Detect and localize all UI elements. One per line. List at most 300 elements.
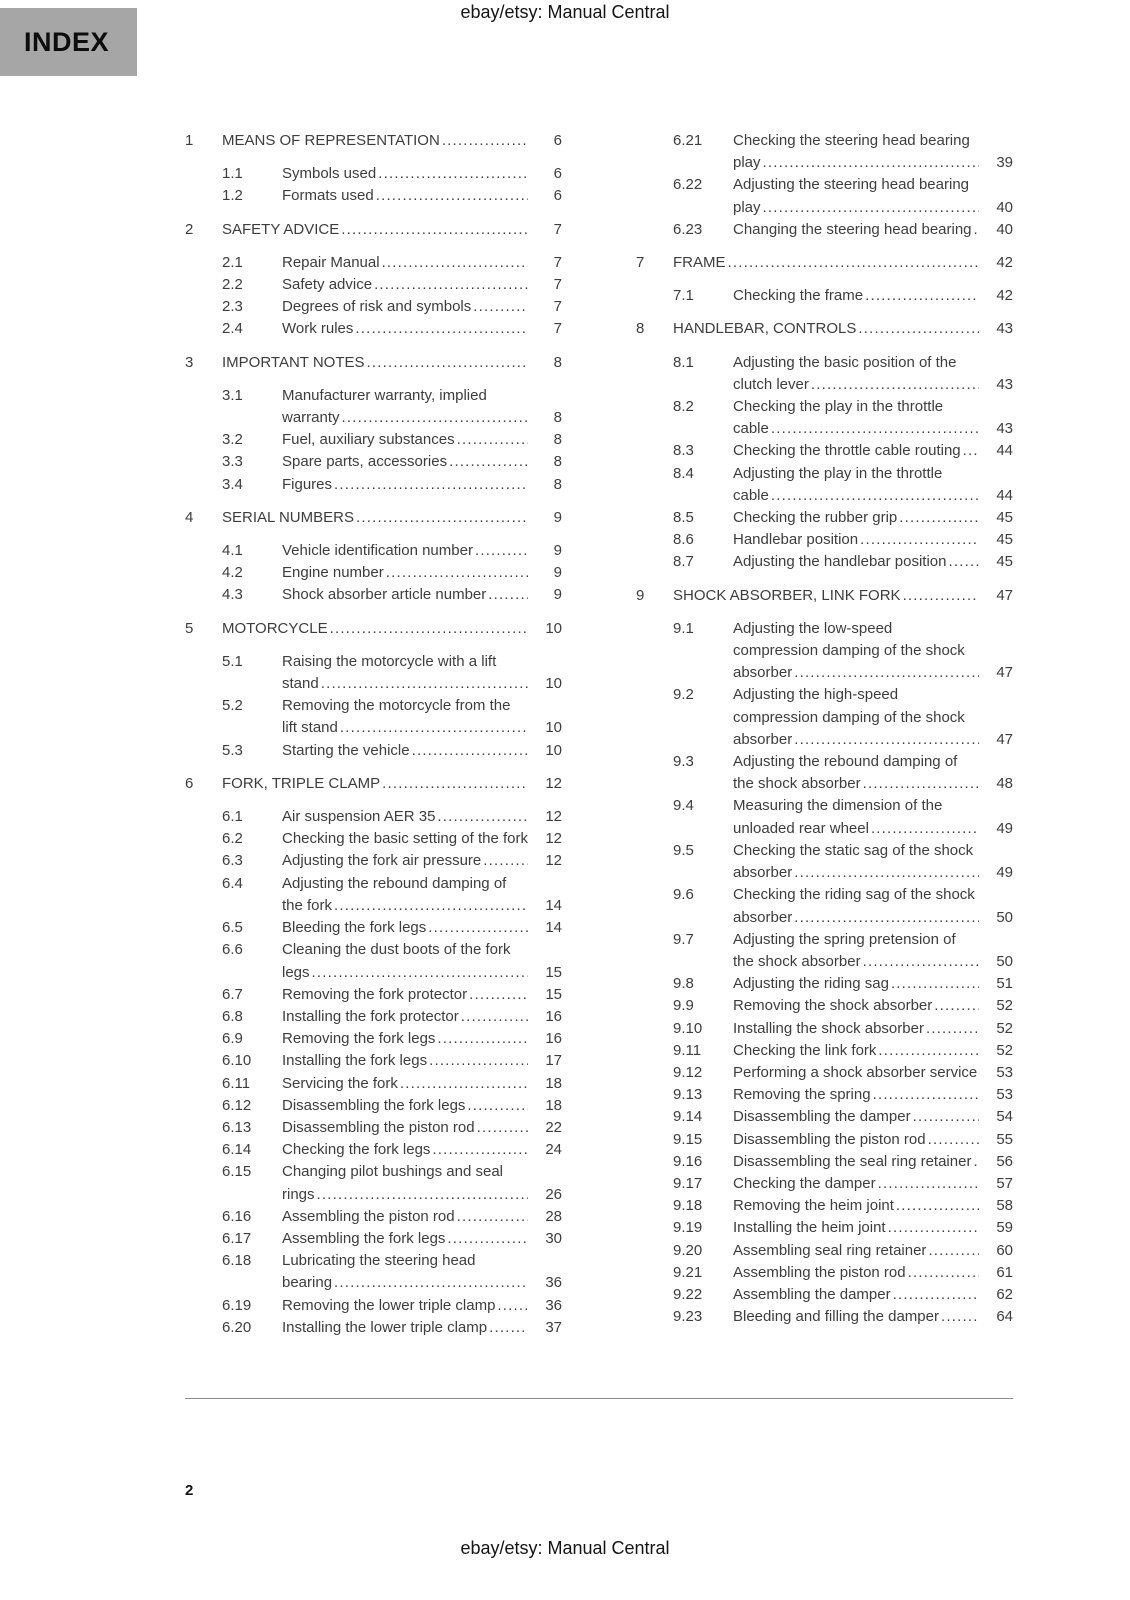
toc-entry-title: Checking the static sag of the shock absorber ..... bbox=[733, 840, 979, 884]
toc-entry bbox=[185, 185, 562, 207]
toc-entry-number: 9.11 bbox=[673, 1041, 702, 1059]
toc-entry bbox=[185, 219, 562, 241]
toc-entry bbox=[636, 684, 1013, 751]
toc-entry-title: Fuel, auxiliary substances ..... bbox=[282, 429, 528, 451]
toc-entry-title: Raising the motorcycle with a lift stand ..... bbox=[282, 651, 528, 695]
toc-entry bbox=[185, 540, 562, 562]
toc-entry-title: Adjusting the rebound damping of the fork ..... bbox=[282, 873, 528, 917]
toc-entry-number: 8.1 bbox=[673, 353, 694, 371]
toc-entry-number: 6.16 bbox=[222, 1207, 252, 1225]
toc-entry-page: 47 bbox=[996, 586, 1013, 604]
toc-entry-title: MEANS OF REPRESENTATION ..... bbox=[222, 130, 528, 152]
toc-entry-title: Bleeding the fork legs ..... bbox=[282, 917, 528, 939]
toc-entry bbox=[185, 385, 562, 429]
toc-entry-title: Checking the basic setting of the fork ..... bbox=[282, 828, 528, 850]
toc-entry-page: 7 bbox=[553, 298, 562, 316]
toc-entry-title: Starting the vehicle ..... bbox=[282, 740, 528, 762]
page-number: 2 bbox=[185, 1482, 194, 1499]
toc-entry bbox=[185, 850, 562, 872]
toc-entry-title: Work rules ..... bbox=[282, 318, 528, 340]
toc-entry-number: 9.22 bbox=[673, 1285, 703, 1303]
toc-entry-title: HANDLEBAR, CONTROLS ..... bbox=[673, 318, 979, 340]
toc-entry-page: 10 bbox=[545, 719, 562, 737]
toc-entry-page: 7 bbox=[553, 276, 562, 294]
toc-entry-number: 3.3 bbox=[222, 453, 243, 471]
toc-entry-number: 6.12 bbox=[222, 1096, 252, 1114]
toc-entry bbox=[185, 806, 562, 828]
toc-entry-title: Formats used ..... bbox=[282, 185, 528, 207]
toc-entry-title: Adjusting the handlebar position ..... bbox=[733, 551, 979, 573]
toc-entry-number: 6.6 bbox=[222, 941, 243, 959]
toc-entry-number: 3 bbox=[185, 353, 194, 371]
toc-entry-title: Performing a shock absorber service ..... bbox=[733, 1062, 979, 1084]
toc-entry-page: 16 bbox=[545, 1030, 562, 1048]
toc-entry-title: Checking the damper ..... bbox=[733, 1173, 979, 1195]
toc-entry bbox=[185, 828, 562, 850]
toc-entry-number: 1 bbox=[185, 132, 194, 149]
toc-entry bbox=[636, 551, 1013, 573]
toc-entry-page: 7 bbox=[553, 253, 562, 271]
toc-entry-page: 12 bbox=[545, 774, 562, 792]
toc-entry bbox=[636, 352, 1013, 396]
toc-entry-page: 44 bbox=[996, 486, 1013, 504]
toc-entry-number: 9.1 bbox=[673, 619, 694, 637]
toc-entry-number: 6.5 bbox=[222, 919, 243, 937]
toc-entry-title: Adjusting the play in the throttle cable ..... bbox=[733, 463, 979, 507]
toc-entry-number: 6.20 bbox=[222, 1318, 252, 1336]
toc-entry-title: Disassembling the damper ..... bbox=[733, 1106, 979, 1128]
toc-entry-title: Checking the frame ..... bbox=[733, 285, 979, 307]
toc-entry-number: 9.9 bbox=[673, 997, 694, 1015]
toc-entry-title: Checking the steering head bearing play ..... bbox=[733, 130, 979, 174]
toc-entry bbox=[185, 252, 562, 274]
toc-entry-page: 42 bbox=[996, 287, 1013, 305]
toc-entry bbox=[185, 740, 562, 762]
toc-entry-number: 9.4 bbox=[673, 797, 694, 815]
toc-entry-page: 37 bbox=[545, 1318, 562, 1336]
toc-entry-title: IMPORTANT NOTES ..... bbox=[222, 352, 528, 374]
toc-entry-number: 1.1 bbox=[222, 165, 243, 183]
toc-entry-number: 3.2 bbox=[222, 431, 243, 449]
toc-entry-number: 2.1 bbox=[222, 253, 243, 271]
toc-entry-title: SHOCK ABSORBER, LINK FORK ..... bbox=[673, 585, 979, 607]
toc-entry-number: 2.4 bbox=[222, 320, 243, 338]
toc-entry-title: Adjusting the fork air pressure ..... bbox=[282, 850, 528, 872]
toc-entry-title: Assembling the fork legs ..... bbox=[282, 1228, 528, 1250]
toc-entry bbox=[185, 318, 562, 340]
toc-entry-title: Installing the fork legs ..... bbox=[282, 1050, 528, 1072]
toc-entry-number: 6.23 bbox=[673, 220, 703, 238]
toc-entry-number: 8.3 bbox=[673, 442, 694, 460]
toc-entry-title: SAFETY ADVICE ..... bbox=[222, 219, 528, 241]
toc-entry-page: 42 bbox=[996, 254, 1013, 272]
toc-entry-page: 64 bbox=[996, 1308, 1013, 1326]
toc-entry-page: 6 bbox=[553, 165, 562, 183]
toc-entry-number: 9.14 bbox=[673, 1108, 703, 1126]
toc-entry bbox=[185, 773, 562, 795]
toc-entry-number: 9.18 bbox=[673, 1197, 703, 1215]
toc-entry bbox=[185, 873, 562, 917]
toc-entry-page: 8 bbox=[553, 453, 562, 471]
toc-entry bbox=[636, 252, 1013, 274]
toc-entry-page: 54 bbox=[996, 1108, 1013, 1126]
toc-entry-number: 9.15 bbox=[673, 1130, 703, 1148]
toc-entry bbox=[185, 939, 562, 983]
toc-entry-number: 8.7 bbox=[673, 553, 694, 571]
toc-entry-title: Changing pilot bushings and seal rings ..... bbox=[282, 1161, 528, 1205]
toc-entry bbox=[636, 1084, 1013, 1106]
toc-entry-page: 55 bbox=[996, 1130, 1013, 1148]
toc-entry-title: Bleeding and filling the damper ..... bbox=[733, 1306, 979, 1328]
toc-entry-number: 9.2 bbox=[673, 686, 694, 704]
toc-entry-page: 6 bbox=[553, 187, 562, 205]
toc-entry-number: 6.18 bbox=[222, 1252, 252, 1270]
toc-entry-page: 50 bbox=[996, 908, 1013, 926]
toc-entry bbox=[185, 130, 562, 152]
toc-entry-title: Air suspension AER 35 ..... bbox=[282, 806, 528, 828]
toc-entry-page: 36 bbox=[545, 1296, 562, 1314]
toc-entry-number: 8.4 bbox=[673, 464, 694, 482]
toc-entry bbox=[636, 1262, 1013, 1284]
toc-entry-number: 6.11 bbox=[222, 1074, 251, 1092]
toc-column-left bbox=[185, 130, 562, 1339]
toc-entry-number: 4.3 bbox=[222, 586, 243, 604]
toc-entry-number: 8 bbox=[636, 320, 645, 338]
toc-entry-title: Removing the lower triple clamp ..... bbox=[282, 1295, 528, 1317]
toc-entry bbox=[185, 1228, 562, 1250]
toc-entry-title: Adjusting the spring pretension of the shock absorber ..... bbox=[733, 929, 979, 973]
toc-entry bbox=[636, 318, 1013, 340]
toc-entry-page: 56 bbox=[996, 1152, 1013, 1170]
toc-entry-number: 2 bbox=[185, 220, 194, 238]
toc-entry-number: 9.7 bbox=[673, 930, 694, 948]
toc-entry-number: 5.1 bbox=[222, 652, 243, 670]
toc-entry-number: 8.5 bbox=[673, 509, 694, 527]
toc-entry-page: 45 bbox=[996, 531, 1013, 549]
toc-entry-page: 58 bbox=[996, 1197, 1013, 1215]
toc-entry bbox=[636, 1195, 1013, 1217]
toc-entry bbox=[185, 274, 562, 296]
toc-entry bbox=[185, 1161, 562, 1205]
toc-entry-title: Adjusting the low-speed compression damping of the shock absorber ..... bbox=[733, 618, 979, 685]
toc-entry-page: 8 bbox=[553, 409, 562, 427]
toc-entry bbox=[636, 1306, 1013, 1328]
toc-entry-number: 6.21 bbox=[673, 132, 703, 149]
toc-entry-title: Shock absorber article number ..... bbox=[282, 584, 528, 606]
toc-entry bbox=[636, 1173, 1013, 1195]
toc-entry-page: 14 bbox=[545, 919, 562, 937]
toc-entry-title: Disassembling the seal ring retainer ..... bbox=[733, 1151, 979, 1173]
toc-entry-page: 30 bbox=[545, 1229, 562, 1247]
toc-entry-title: Disassembling the fork legs ..... bbox=[282, 1095, 528, 1117]
toc-entry bbox=[636, 396, 1013, 440]
toc-entry-number: 4 bbox=[185, 508, 194, 526]
toc-entry-title: Repair Manual ..... bbox=[282, 252, 528, 274]
toc-entry-title: Disassembling the piston rod ..... bbox=[733, 1129, 979, 1151]
toc-entry bbox=[185, 507, 562, 529]
toc-entry-title: Adjusting the steering head bearing play ..... bbox=[733, 174, 979, 218]
toc-entry-page: 60 bbox=[996, 1241, 1013, 1259]
toc-entry-page: 49 bbox=[996, 819, 1013, 837]
index-label-box bbox=[0, 8, 137, 76]
toc-entry-title: Removing the shock absorber ..... bbox=[733, 995, 979, 1017]
toc-entry-number: 9.6 bbox=[673, 886, 694, 904]
toc-entry-title: Installing the shock absorber ..... bbox=[733, 1018, 979, 1040]
toc-entry-number: 6.8 bbox=[222, 1007, 243, 1025]
toc-entry-page: 48 bbox=[996, 775, 1013, 793]
toc-entry-title: Removing the motorcycle from the lift stand ..... bbox=[282, 695, 528, 739]
toc-entry bbox=[636, 130, 1013, 174]
toc-entry bbox=[636, 174, 1013, 218]
toc-entry bbox=[185, 163, 562, 185]
toc-entry bbox=[185, 1295, 562, 1317]
toc-entry-page: 26 bbox=[545, 1185, 562, 1203]
toc-entry bbox=[636, 795, 1013, 839]
toc-entry bbox=[185, 651, 562, 695]
toc-entry-page: 8 bbox=[553, 353, 562, 371]
toc-entry-page: 62 bbox=[996, 1285, 1013, 1303]
toc-entry-number: 6.2 bbox=[222, 830, 243, 848]
toc-entry bbox=[636, 1106, 1013, 1128]
toc-entry bbox=[185, 296, 562, 318]
toc-entry-page: 6 bbox=[553, 132, 562, 149]
toc-entry-title: Checking the rubber grip ..... bbox=[733, 507, 979, 529]
toc-entry bbox=[185, 429, 562, 451]
toc-entry-page: 28 bbox=[545, 1207, 562, 1225]
toc-entry-page: 47 bbox=[996, 664, 1013, 682]
toc-entry-page: 45 bbox=[996, 553, 1013, 571]
toc-entry-page: 53 bbox=[996, 1086, 1013, 1104]
toc-entry-page: 18 bbox=[545, 1074, 562, 1092]
toc-entry bbox=[636, 1217, 1013, 1239]
toc-entry-page: 15 bbox=[545, 985, 562, 1003]
toc-entry-number: 6.14 bbox=[222, 1141, 252, 1159]
toc-entry-title: Symbols used ..... bbox=[282, 163, 528, 185]
toc-entry bbox=[636, 1284, 1013, 1306]
toc-entry-number: 9.5 bbox=[673, 841, 694, 859]
toc-entry-number: 2.3 bbox=[222, 298, 243, 316]
toc-entry-title: Adjusting the rebound damping of the shock absorber ..... bbox=[733, 751, 979, 795]
toc-entry-page: 52 bbox=[996, 1019, 1013, 1037]
toc-entry-page: 53 bbox=[996, 1063, 1013, 1081]
toc-entry bbox=[636, 1062, 1013, 1084]
toc-entry bbox=[636, 929, 1013, 973]
toc-entry-page: 12 bbox=[545, 830, 562, 848]
toc-entry-number: 9.13 bbox=[673, 1086, 703, 1104]
toc-entry-page: 43 bbox=[996, 375, 1013, 393]
toc-entry-number: 6.13 bbox=[222, 1118, 252, 1136]
toc-entry-number: 9.8 bbox=[673, 975, 694, 993]
toc-entry-page: 43 bbox=[996, 320, 1013, 338]
toc-entry-page: 8 bbox=[553, 475, 562, 493]
toc-entry bbox=[185, 451, 562, 473]
toc-entry-title: Checking the play in the throttle cable ..... bbox=[733, 396, 979, 440]
toc-entry-number: 7 bbox=[636, 254, 645, 272]
toc-entry bbox=[185, 1073, 562, 1095]
toc-entry-number: 9.10 bbox=[673, 1019, 703, 1037]
toc-entry-title: Handlebar position ..... bbox=[733, 529, 979, 551]
toc-entry-page: 7 bbox=[553, 320, 562, 338]
toc-entry-number: 3.1 bbox=[222, 386, 243, 404]
toc-entry-title: Removing the fork legs ..... bbox=[282, 1028, 528, 1050]
toc-entry-title: Removing the fork protector ..... bbox=[282, 984, 528, 1006]
toc-entry-title: Adjusting the high-speed compression damping of the shock absorber ..... bbox=[733, 684, 979, 751]
toc-entry bbox=[636, 618, 1013, 685]
toc-entry-title: Changing the steering head bearing ..... bbox=[733, 219, 979, 241]
toc-entry bbox=[636, 1151, 1013, 1173]
toc-entry-page: 18 bbox=[545, 1096, 562, 1114]
toc-entry-number: 1.2 bbox=[222, 187, 243, 205]
toc-entry-number: 5.3 bbox=[222, 741, 243, 759]
toc-entry bbox=[185, 1317, 562, 1339]
toc-entry-title: Installing the lower triple clamp ..... bbox=[282, 1317, 528, 1339]
toc-entry-title: Checking the link fork ..... bbox=[733, 1040, 979, 1062]
toc-entry-title: Removing the heim joint ..... bbox=[733, 1195, 979, 1217]
toc-entry-page: 43 bbox=[996, 420, 1013, 438]
toc-entry-title: Disassembling the piston rod ..... bbox=[282, 1117, 528, 1139]
toc-entry bbox=[185, 695, 562, 739]
toc-entry-title: Checking the throttle cable routing ..... bbox=[733, 440, 979, 462]
toc-entry-number: 9.23 bbox=[673, 1308, 703, 1326]
index-label: INDEX bbox=[24, 26, 110, 57]
toc-entry bbox=[185, 1206, 562, 1228]
toc-entry bbox=[185, 584, 562, 606]
toc-entry-title: Safety advice ..... bbox=[282, 274, 528, 296]
toc-entry-number: 9.3 bbox=[673, 753, 694, 771]
toc-entry-number: 6.7 bbox=[222, 985, 243, 1003]
toc-entry bbox=[185, 1006, 562, 1028]
toc-entry-page: 10 bbox=[545, 675, 562, 693]
toc-entry-number: 6 bbox=[185, 774, 194, 792]
toc-entry-number: 9 bbox=[636, 586, 645, 604]
toc-entry-page: 15 bbox=[545, 963, 562, 981]
toc-entry-page: 61 bbox=[996, 1263, 1013, 1281]
toc-entry-page: 40 bbox=[996, 220, 1013, 238]
toc-entry-title: Degrees of risk and symbols ..... bbox=[282, 296, 528, 318]
toc-entry-title: Measuring the dimension of the unloaded rear wheel ..... bbox=[733, 795, 979, 839]
toc-entry-title: Removing the spring ..... bbox=[733, 1084, 979, 1106]
toc-entry-page: 50 bbox=[996, 952, 1013, 970]
toc-entry bbox=[185, 474, 562, 496]
toc-entry-number: 9.20 bbox=[673, 1241, 703, 1259]
toc-entry-title: Assembling the damper ..... bbox=[733, 1284, 979, 1306]
toc-entry bbox=[636, 463, 1013, 507]
toc-entry-title: Spare parts, accessories ..... bbox=[282, 451, 528, 473]
toc-entry bbox=[636, 507, 1013, 529]
toc-entry bbox=[185, 1139, 562, 1161]
toc-entry-title: Checking the fork legs ..... bbox=[282, 1139, 528, 1161]
toc-entry-page: 51 bbox=[996, 975, 1013, 993]
toc-entry-title: Manufacturer warranty, implied warranty ..... bbox=[282, 385, 528, 429]
table-of-contents bbox=[185, 130, 1013, 1339]
toc-entry-number: 9.19 bbox=[673, 1219, 703, 1237]
toc-entry-page: 10 bbox=[545, 741, 562, 759]
toc-entry-number: 6.17 bbox=[222, 1229, 252, 1247]
toc-entry-page: 12 bbox=[545, 852, 562, 870]
toc-entry bbox=[636, 1018, 1013, 1040]
toc-entry-title: Assembling seal ring retainer ..... bbox=[733, 1240, 979, 1262]
toc-entry bbox=[636, 973, 1013, 995]
toc-entry-title: Adjusting the riding sag ..... bbox=[733, 973, 979, 995]
toc-entry-page: 16 bbox=[545, 1007, 562, 1025]
toc-entry bbox=[185, 984, 562, 1006]
toc-entry-title: Lubricating the steering head bearing ..... bbox=[282, 1250, 528, 1294]
toc-entry-number: 9.21 bbox=[673, 1263, 703, 1281]
toc-entry-title: MOTORCYCLE ..... bbox=[222, 618, 528, 640]
toc-entry-title: Installing the heim joint ..... bbox=[733, 1217, 979, 1239]
toc-entry-number: 9.16 bbox=[673, 1152, 703, 1170]
toc-entry-title: Adjusting the basic position of the clutch lever ..... bbox=[733, 352, 979, 396]
toc-entry-number: 6.4 bbox=[222, 874, 243, 892]
toc-entry-number: 5.2 bbox=[222, 697, 243, 715]
toc-entry-page: 12 bbox=[545, 808, 562, 826]
toc-entry-page: 52 bbox=[996, 997, 1013, 1015]
toc-entry-page: 17 bbox=[545, 1052, 562, 1070]
toc-entry-number: 2.2 bbox=[222, 276, 243, 294]
toc-entry-page: 44 bbox=[996, 442, 1013, 460]
toc-entry-page: 8 bbox=[553, 431, 562, 449]
toc-entry-number: 4.1 bbox=[222, 542, 243, 560]
toc-entry-title: Engine number ..... bbox=[282, 562, 528, 584]
toc-entry-number: 6.19 bbox=[222, 1296, 252, 1314]
toc-entry-page: 9 bbox=[553, 542, 562, 560]
toc-entry-number: 3.4 bbox=[222, 475, 243, 493]
toc-entry-page: 47 bbox=[996, 730, 1013, 748]
toc-entry-title: Assembling the piston rod ..... bbox=[733, 1262, 979, 1284]
toc-entry bbox=[185, 352, 562, 374]
header-title: ebay/etsy: Manual Central bbox=[460, 2, 670, 22]
toc-entry bbox=[185, 1095, 562, 1117]
toc-entry-title: FRAME ..... bbox=[673, 252, 979, 274]
toc-entry-page: 39 bbox=[996, 154, 1013, 172]
toc-entry-title: SERIAL NUMBERS ..... bbox=[222, 507, 528, 529]
toc-entry-title: Assembling the piston rod ..... bbox=[282, 1206, 528, 1228]
toc-entry bbox=[636, 529, 1013, 551]
toc-entry bbox=[636, 840, 1013, 884]
toc-entry bbox=[636, 751, 1013, 795]
toc-entry-number: 6.10 bbox=[222, 1052, 252, 1070]
toc-entry-title: Cleaning the dust boots of the fork legs ..... bbox=[282, 939, 528, 983]
toc-entry-page: 14 bbox=[545, 896, 562, 914]
toc-entry bbox=[185, 618, 562, 640]
toc-entry-title: Vehicle identification number ..... bbox=[282, 540, 528, 562]
toc-entry-page: 24 bbox=[545, 1141, 562, 1159]
toc-entry-page: 36 bbox=[545, 1274, 562, 1292]
toc-entry-number: 6.22 bbox=[673, 176, 703, 194]
toc-entry-number: 5 bbox=[185, 619, 194, 637]
toc-entry-title: Servicing the fork ..... bbox=[282, 1073, 528, 1095]
toc-entry bbox=[185, 1028, 562, 1050]
toc-entry bbox=[185, 1050, 562, 1072]
toc-entry bbox=[636, 285, 1013, 307]
toc-entry-page: 52 bbox=[996, 1041, 1013, 1059]
toc-entry-number: 8.2 bbox=[673, 398, 694, 416]
toc-entry-page: 9 bbox=[553, 586, 562, 604]
toc-entry-title: Figures ..... bbox=[282, 474, 528, 496]
toc-entry bbox=[185, 917, 562, 939]
toc-entry-page: 9 bbox=[553, 564, 562, 582]
footer-divider bbox=[185, 1398, 1013, 1399]
toc-entry-number: 9.17 bbox=[673, 1174, 703, 1192]
toc-entry bbox=[636, 440, 1013, 462]
toc-entry-number: 8.6 bbox=[673, 531, 694, 549]
toc-entry-title: Checking the riding sag of the shock absorber ..... bbox=[733, 884, 979, 928]
toc-entry bbox=[185, 1117, 562, 1139]
toc-entry-page: 40 bbox=[996, 198, 1013, 216]
toc-entry-page: 49 bbox=[996, 864, 1013, 882]
toc-entry-title: FORK, TRIPLE CLAMP ..... bbox=[222, 773, 528, 795]
toc-entry-page: 10 bbox=[545, 619, 562, 637]
